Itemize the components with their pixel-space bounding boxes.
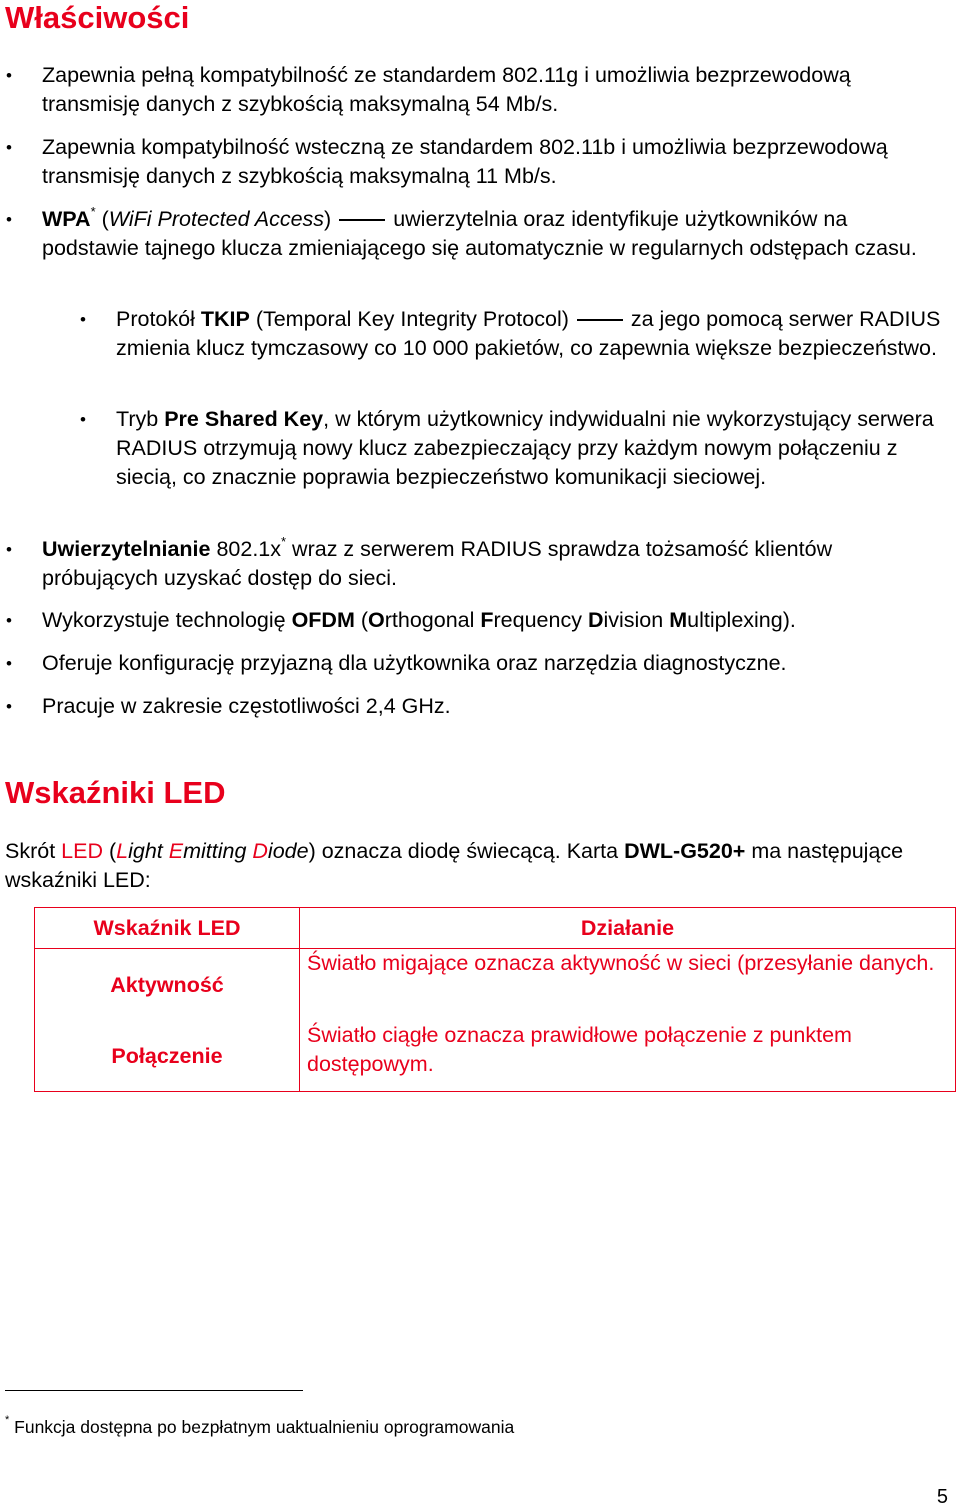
led-table: [34, 907, 956, 1092]
list-item: • Zapewnia kompatybilność wsteczną ze standardem 802.11b i umożliwia bezprzewodową transmisję danych z szybkością maksymalną 11 Mb/s.: [6, 133, 936, 191]
bullet-icon: [6, 205, 42, 263]
list-item: • Zapewnia pełną kompatybilność ze standardem 802.11g i umożliwia bezprzewodową transmisję danych z szybkością maksymalną 54 Mb/s.: [6, 61, 936, 119]
table-header: Wskaźnik LED: [35, 908, 300, 949]
led-name-cell: Połączenie: [35, 1021, 300, 1092]
list-item: • Pracuje w zakresie częstotliwości 2,4 GHz.: [6, 692, 936, 722]
em-dash: [339, 219, 385, 221]
bullet-icon: [6, 606, 42, 636]
bullet-icon: [6, 61, 42, 119]
table-row: [35, 949, 956, 1022]
list-item: • Tryb Pre Shared Key, w którym użytkownicy indywidualni nie wykorzystujący serwera RADIUS otrzymują nowy klucz zabezpieczający przy każdym nowym połączeniu z siecią, co znacznie poprawia bezpieczeństwo komunikacji sieciowej.: [80, 405, 950, 492]
bullet-icon: [6, 535, 42, 593]
list-item: • Wykorzystuje technologię OFDM (Orthogonal Frequency Division Multiplexing).: [6, 606, 936, 636]
footnote: * Funkcja dostępna po bezpłatnym uaktualnieniu oprogramowania: [5, 1414, 515, 1437]
section-title-properties: Właściwości: [5, 0, 190, 35]
list-item: • WPA* (WiFi Protected Access) uwierzytelnia oraz identyfikuje użytkowników na podstawie tajnego klucza zmieniającego się automatycznie w regularnych odstępach czasu.: [6, 205, 936, 263]
em-dash: [577, 319, 623, 321]
bullet-icon: [80, 405, 116, 492]
list-item: • Protokół TKIP (Temporal Key Integrity Protocol) za jego pomocą serwer RADIUS zmienia klucz tymczasowy co 10 000 pakietów, co zapewnia większe bezpieczeństwo.: [80, 305, 950, 363]
led-desc-cell: Światło ciągłe oznacza prawidłowe połączenie z punktem dostępowym.: [300, 1021, 956, 1092]
led-intro-paragraph: Skrót LED (Light Emitting Diode) oznacza diodę świecącą. Karta DWL-G520+ ma następujące wskaźniki LED:: [5, 839, 904, 892]
page-number: 5: [936, 1486, 948, 1508]
section-title-led: Wskaźniki LED: [5, 775, 226, 810]
bullet-icon: [6, 133, 42, 191]
table-row: [35, 1021, 956, 1092]
table-header: Działanie: [300, 908, 956, 949]
list-item: • Oferuje konfigurację przyjazną dla użytkownika oraz narzędzia diagnostyczne.: [6, 649, 936, 679]
bullet-icon: [80, 305, 116, 363]
footnote-separator: [5, 1390, 303, 1391]
list-item: • Uwierzytelnianie 802.1x* wraz z serwerem RADIUS sprawdza tożsamość klientów próbujących uzyskać dostęp do sieci.: [6, 535, 936, 593]
bullet-icon: [6, 692, 42, 722]
led-desc-cell: Światło migające oznacza aktywność w sieci (przesyłanie danych.: [300, 949, 956, 1022]
bullet-icon: [6, 649, 42, 679]
led-name-cell: Aktywność: [35, 949, 300, 1022]
